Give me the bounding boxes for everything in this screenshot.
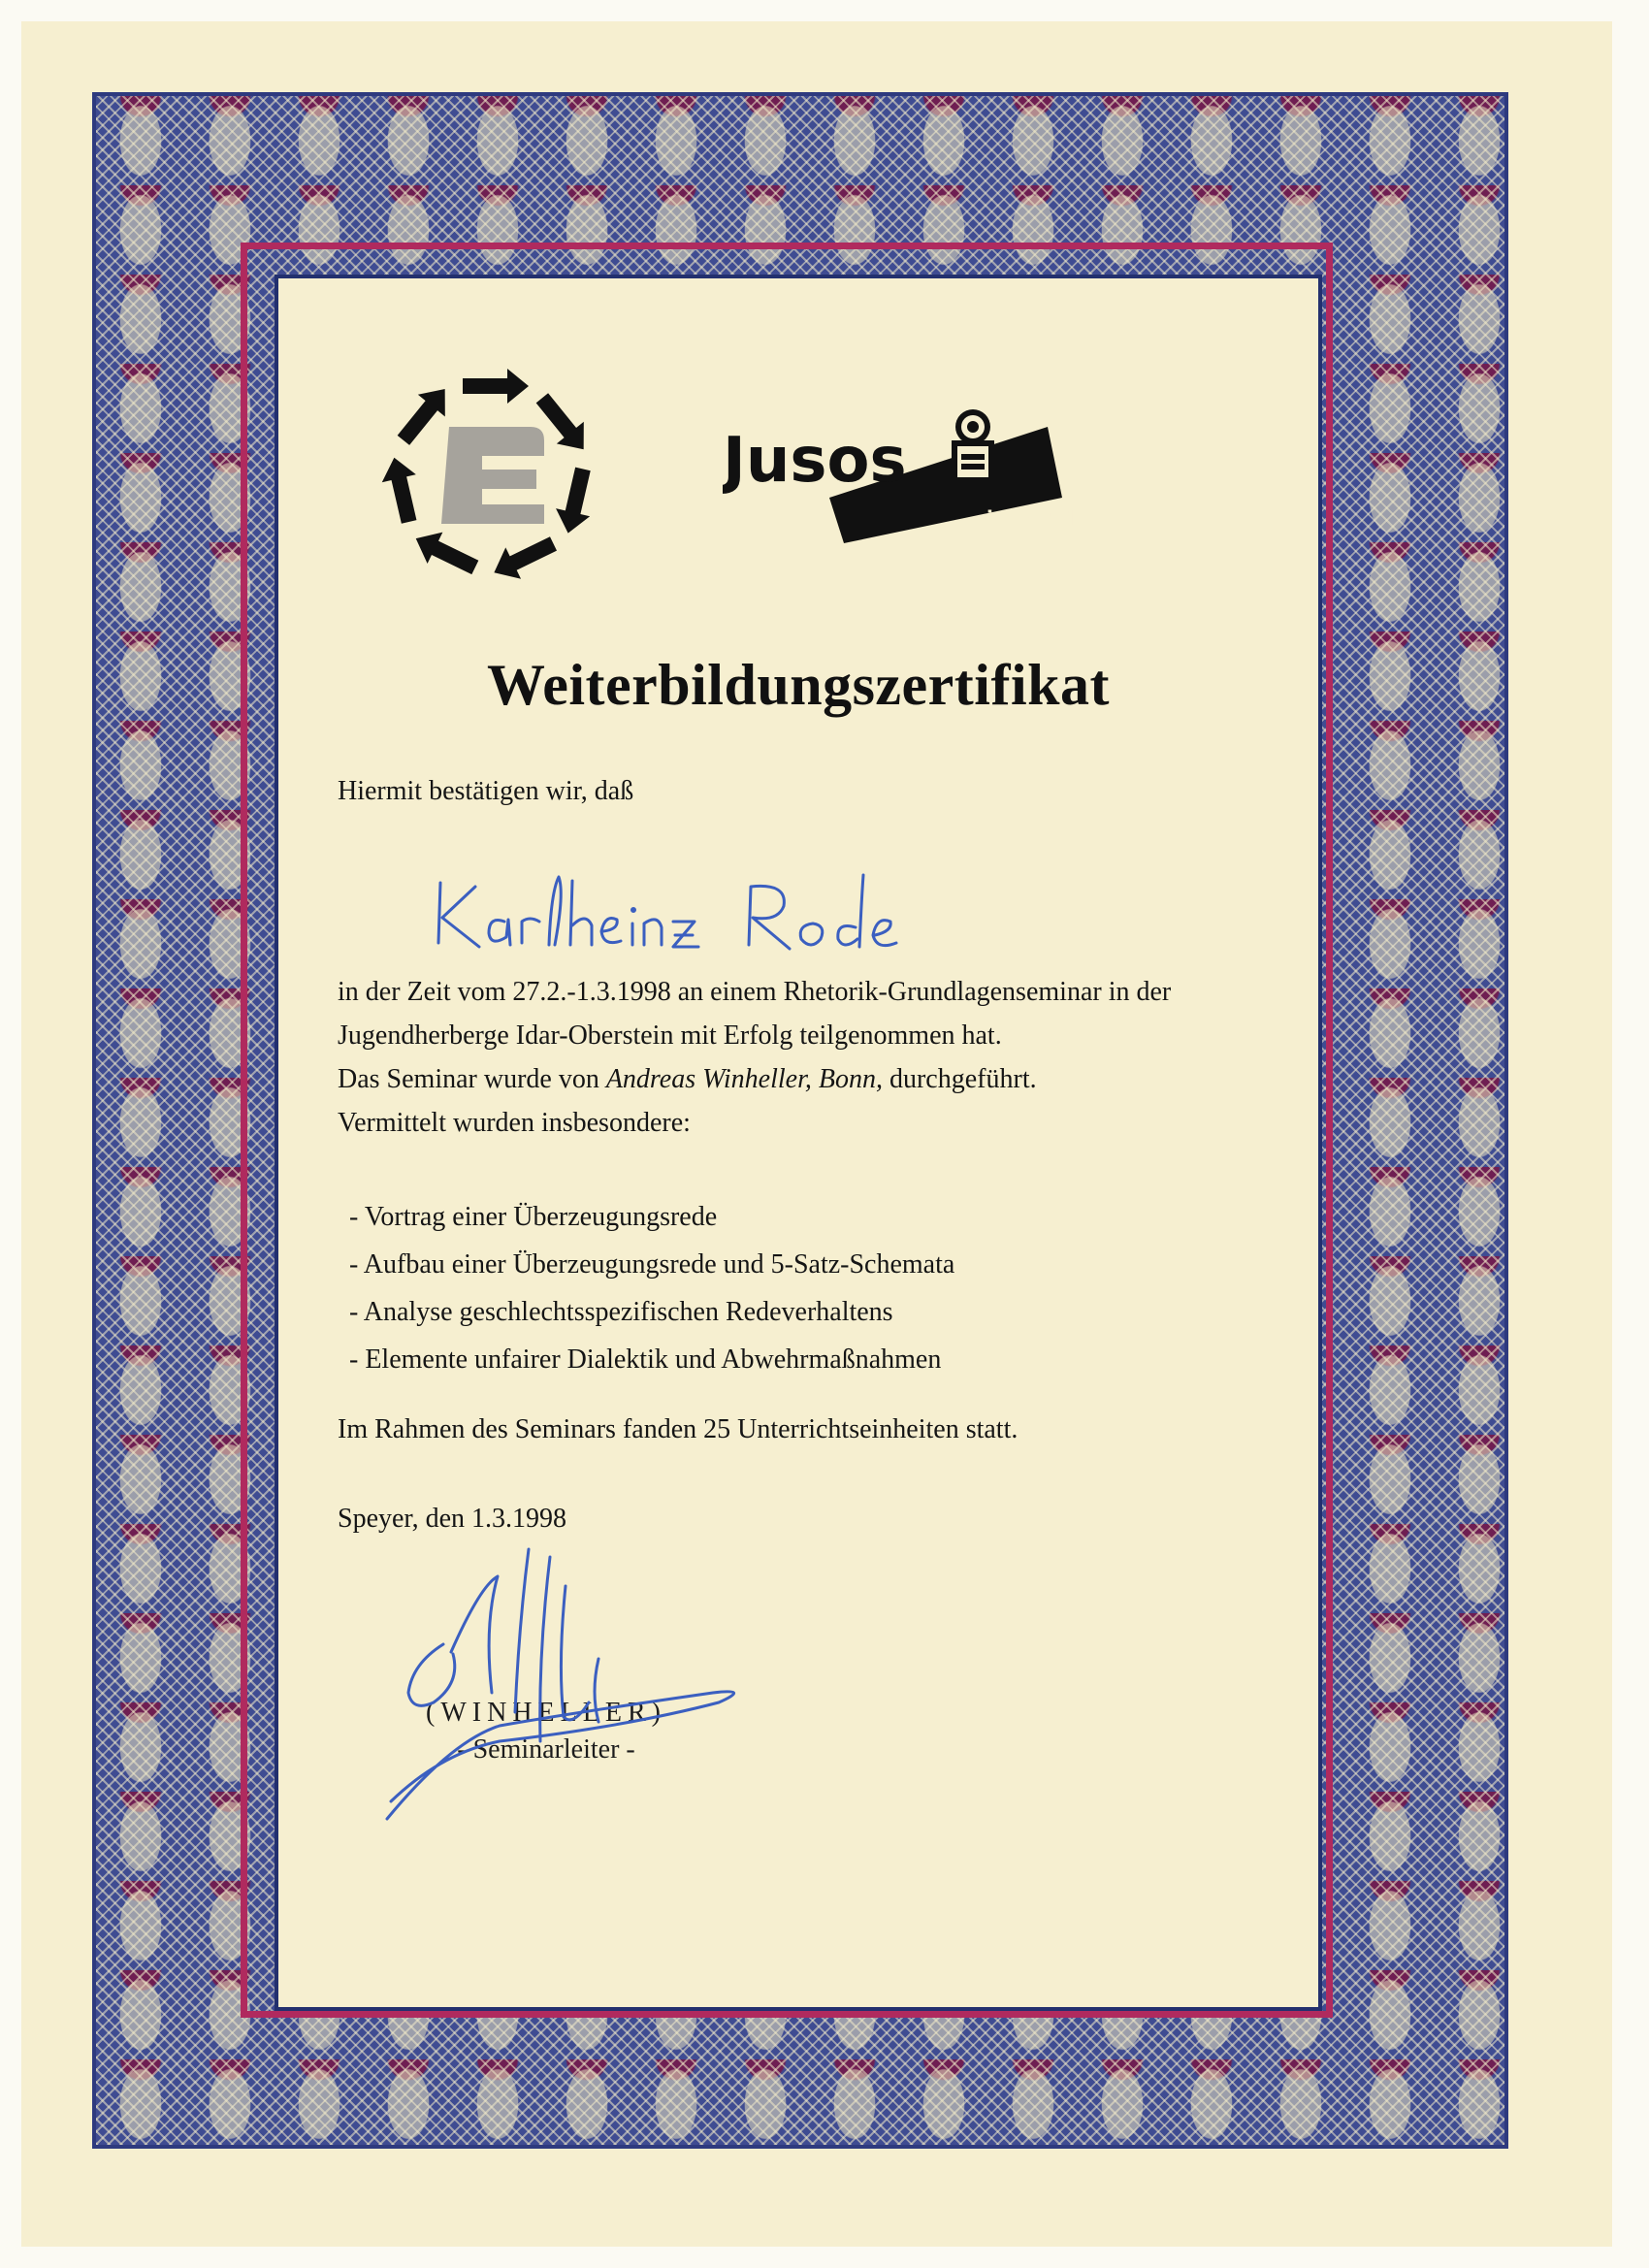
- teaching-units-text: Im Rahmen des Seminars fanden 25 Unterrichtseinheiten statt.: [338, 1414, 1018, 1444]
- trainer-name: Andreas Winheller, Bonn,: [605, 1064, 883, 1094]
- jusos-logo: [723, 386, 1111, 556]
- handwritten-participant-name: [429, 854, 972, 960]
- list-item: - Aufbau einer Überzeugungsrede und 5-Satz-Schemata: [349, 1249, 955, 1280]
- jusos-subline: in der SPD: [986, 506, 1102, 530]
- arrow-circle-logo: [373, 359, 606, 592]
- handwritten-signature: [383, 1547, 810, 1829]
- intro-text: Hiermit bestätigen wir, daß: [338, 776, 634, 806]
- list-item: - Elemente unfairer Dialektik und Abwehrmaßnahmen: [349, 1345, 942, 1375]
- list-item: - Vortrag einer Überzeugungsrede: [349, 1202, 718, 1232]
- description-line-2: Jugendherberge Idar-Oberstein mit Erfolg teilgenommen hat.: [338, 1021, 1002, 1051]
- list-item: - Analyse geschlechtsspezifischen Redeverhaltens: [349, 1297, 893, 1327]
- jusos-wordmark: Jusos: [723, 425, 907, 497]
- description-line-3: [338, 1057, 1171, 1101]
- signer-role: - Seminarleiter -: [457, 1734, 635, 1765]
- description-line-1: in der Zeit vom 27.2.-1.3.1998 an einem Rhetorik-Grundlagenseminar in der: [338, 977, 1172, 1007]
- certificate-title: Weiterbildungszertifikat: [487, 653, 1110, 717]
- description-line-4: Vermittelt wurden insbesondere:: [338, 1108, 691, 1138]
- signer-name: (WINHELLER): [426, 1698, 666, 1728]
- rose-fist-icon: [952, 409, 994, 483]
- topics-list: [349, 1193, 954, 1383]
- seminar-description: [338, 970, 1171, 1145]
- place-date: Speyer, den 1.3.1998: [338, 1504, 567, 1534]
- trainer-prefix: Das Seminar wurde von: [338, 1064, 606, 1094]
- trainer-suffix: durchgeführt.: [882, 1064, 1037, 1094]
